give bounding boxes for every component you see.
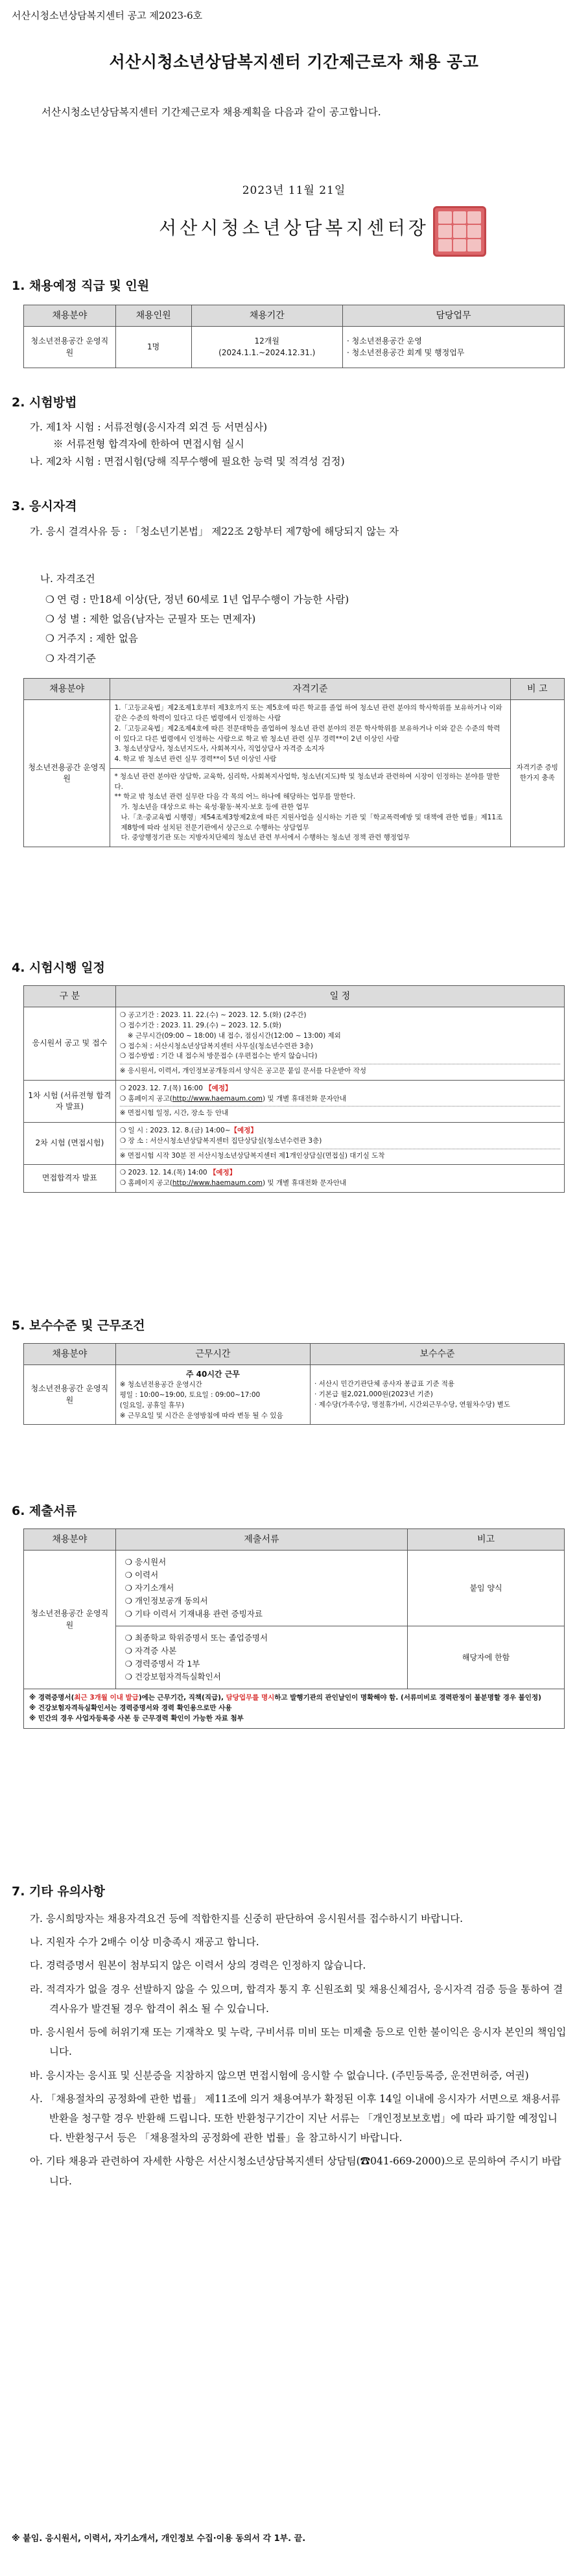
duty-item: · 청소년전용공간 운영 [347, 336, 422, 346]
schedule-line: ※ 응시원서, 이력서, 개인정보공개동의서 양식은 공고문 붙임 문서를 다운받아 작성 [120, 1064, 560, 1077]
criteria-note: 나.「초·중교육법 시행령」제54조제3항제2호에 따른 지원사업을 실시하는 기관 및「학교폭력예방 및 대책에 관한 법률」제11조제8항에 따라 설치된 전문기관에서 상근으로 수행하는 상담업무 [121, 813, 503, 832]
hours-line: ※ 근무요일 및 시간은 운영방침에 따라 변동 될 수 있음 [119, 1411, 283, 1420]
field-cell: 청소년전용공간 운영직원 [24, 1551, 116, 1689]
note-item: 라. 적격자가 없을 경우 선발하지 않을 수 있으며, 합격자 통지 후 신원조회 및 채용신체검사, 응시자격 검증 등을 통하여 결격사유가 발견될 경우 합격이 취소 될 수 있습니다. [30, 1983, 563, 2015]
section-2-title: 2. 시험방법 [12, 395, 77, 410]
pay-line: · 서산시 민간기관단체 종사자 봉급표 기준 적용 [314, 1380, 455, 1388]
pay-cell [311, 1365, 565, 1425]
schedule-line: ❍ 접수처 : 서산시청소년상담복지센터 사무실(청소년수련관 3층) [119, 1042, 313, 1050]
schedule-label: 면접합격자 발표 [24, 1165, 116, 1193]
homepage-link[interactable]: http://www.haemaum.com [172, 1179, 263, 1188]
qualification-a: 가. 응시 결격사유 등 : 「청소년기본법」 제22조 2항부터 제7항에 해당되지 않는 자 [30, 526, 399, 537]
period-detail: (2024.1.1.~2024.12.31.) [218, 347, 316, 357]
documents-group-2 [115, 1626, 407, 1689]
note-item: 사. 「채용절차의 공정화에 관한 법률」 제11조에 의거 채용여부가 확정된 이후 14일 이내에 응시자가 서면으로 채용서류 반환을 청구할 경우 반환해 드립니다. 또한 반환청구기간이 지난 서류는 「개인정보보호법」에 따라 파기할 예정입니다. 반환청구서 등은 「채용절차의 공정화에 관한 법률」을 참고하시기 바랍니다. [30, 2092, 561, 2144]
field-cell: 청소년전용공간 운영직원 [24, 327, 116, 368]
document-item: ❍ 경력증명서 각 1부 [124, 1659, 200, 1669]
note-item: 가. 응시희망자는 채용자격요건 등에 적합한지를 신중히 판단하여 응시원서를 접수하시기 바랍니다. [30, 1913, 464, 1925]
schedule-line: ❍ 접수방법 : 기간 내 접수처 방문접수 (우편접수는 받지 않습니다) [119, 1052, 318, 1060]
qualification-item: ❍ 자격기준 [45, 652, 96, 664]
pay-table [23, 1343, 565, 1425]
planned-tag: 【예정】 [230, 1127, 257, 1135]
hours-line: ※ 청소년전용공간 운영시간 [119, 1381, 202, 1389]
table-header: 채용분야 [24, 305, 116, 327]
schedule-label: 1차 시험 (서류전형 합격자 발표) [24, 1080, 116, 1122]
document-item: ❍ 기타 이력서 기재내용 관련 증빙자료 [124, 1609, 263, 1619]
document-item: ❍ 응시원서 [124, 1557, 167, 1567]
schedule-cell [115, 1080, 564, 1122]
document-item: ❍ 개인정보공개 동의서 [124, 1596, 208, 1606]
schedule-line: ❍ 홈페이지 공고(http://www.haemaum.com) 및 개별 휴대전화 문자안내 [119, 1094, 347, 1103]
signer-name: 서산시청소년상담복지센터장 [159, 217, 429, 239]
page-title: 서산시청소년상담복지센터 기간제근로자 채용 공고 [109, 53, 479, 71]
section-4-title: 4. 시험시행 일정 [12, 961, 105, 975]
field-cell: 청소년전용공간 운영직원 [24, 1365, 116, 1425]
duty-cell [343, 327, 565, 368]
exam-method-list [30, 419, 565, 470]
document-item: ❍ 건강보험자격득실확인서 [124, 1672, 221, 1682]
remark-cell: 붙임 양식 [408, 1551, 565, 1626]
table-header: 제출서류 [115, 1529, 407, 1551]
criteria-table [23, 678, 565, 847]
table-header: 채용분야 [24, 1344, 116, 1365]
section-6-title: 6. 제출서류 [12, 1504, 77, 1518]
table-header: 비 고 [510, 679, 564, 700]
qualification-list [45, 590, 565, 668]
criteria-item: 1.「고등교육법」제2조제1호부터 제3호까지 또는 제5호에 따른 학교를 졸업 하여 청소년 관련 분야의 학사학위를 보유하거나 이와 같은 수준의 학력이 있다고 다른 법령에서 인정하는 사람 [114, 704, 502, 723]
hours-cell [115, 1365, 310, 1425]
criteria-note: * 청소년 관련 분야란 상담학, 교육학, 심리학, 사회복지사업학, 청소년(지도)학 및 청소년과 관련하여 시장이 인정하는 분야를 말한다. [114, 772, 500, 791]
schedule-line: ※ 근무시간(09:00 ~ 18:00) 내 접수, 점심시간(12:00 ~ 13:00) 제외 [127, 1031, 341, 1040]
duty-item: · 청소년전용공간 회계 및 행정업무 [347, 347, 465, 357]
exam-step-2: 나. 제2차 시험 : 면접시험(당해 직무수행에 필요한 능력 및 적격성 검정) [30, 455, 345, 467]
schedule-line: ※ 면접시험 일정, 시간, 장소 등 안내 [120, 1106, 560, 1119]
criteria-note: 다. 중앙행정기관 또는 지방자치단체의 청소년 관련 부서에서 수행하는 청소년 정책 관련 행정업무 [121, 834, 410, 842]
table-header: 근무시간 [115, 1344, 310, 1365]
criteria-item: 3. 청소년상담사, 청소년지도사, 사회복지사, 직업상담사 자격증 소지자 [114, 745, 325, 753]
qualification-b: 나. 자격조건 [40, 573, 95, 585]
planned-tag: 【예정】 [205, 1084, 232, 1092]
criteria-item: 2.「고등교육법」제2조제4호에 따른 전문대학을 졸업하여 청소년 관련 분야의 전문 학사학위를 보유하거나 이와 같은 수준의 학력이 있다고 다른 법령에서 인정하는 사람으로 학교 밖 청소년 관련 실무 경력**이 2년 이상인 사람 [114, 724, 500, 743]
document-item: ❍ 자격증 사본 [124, 1646, 177, 1656]
table-header: 채용인원 [115, 305, 191, 327]
recruitment-table [23, 305, 565, 368]
criteria-cell [110, 700, 510, 769]
note-item: 마. 응시원서 등에 허위기재 또는 기재착오 및 누락, 구비서류 미비 또는 미제출 등으로 인한 불이익은 응시자 본인의 책임입니다. [30, 2026, 567, 2058]
period-cell [191, 327, 343, 368]
table-header: 일 정 [115, 986, 564, 1007]
official-seal-stamp [433, 206, 486, 257]
document-note: ※ 민간의 경우 사업자등록증 사본 등 근무경력 확인이 가능한 자료 첨부 [29, 1714, 244, 1722]
notice-number: 서산시청소년상담복지센터 공고 제2023-6호 [12, 10, 203, 21]
documents-table [23, 1528, 565, 1729]
criteria-notes-cell [110, 768, 510, 847]
table-header: 보수수준 [311, 1344, 565, 1365]
schedule-line: ❍ 장 소 : 서산시청소년상담복지센터 집단상담실(청소년수련관 3층) [119, 1136, 322, 1145]
schedule-line: ❍ 일 시 : 2023. 12. 8.(금) 14:00~【예정】 [119, 1127, 257, 1135]
notice-date: 2023년 11월 21일 [242, 184, 346, 197]
table-header: 채용분야 [24, 1529, 116, 1551]
note-item: 다. 경력증명서 원본이 첨부되지 않은 이력서 상의 경력은 인정하지 않습니다. [30, 1960, 366, 1972]
hours-title: 주 40시간 근무 [185, 1370, 240, 1379]
hours-line: (일요일, 공휴일 휴무) [119, 1401, 185, 1409]
document-note: ※ 경력증명서(최근 3개월 이내 발급)에는 근무기간, 직책(직급), 담당업무를 명시하고 발행기관의 관인날인이 명확해야 함. (서류미비로 경력판정이 불분명할 경우 불인정) [29, 1694, 541, 1702]
section-3-title: 3. 응시자격 [12, 499, 77, 513]
criteria-note: ** 학교 밖 청소년 관련 실무란 다음 각 목의 어느 하나에 해당하는 업무를 말한다. [114, 793, 356, 801]
exam-step-1-note: ※ 서류전형 합격자에 한하여 면접시험 실시 [53, 438, 244, 451]
schedule-cell [115, 1007, 564, 1081]
section-7-title: 7. 기타 유의사항 [12, 1884, 105, 1899]
pay-line: · 기본급 월2,021,000원(2023년 기준) [314, 1390, 433, 1398]
field-cell: 청소년전용공간 운영직원 [24, 700, 110, 847]
schedule-line: ❍ 공고기간 : 2023. 11. 22.(수) ~ 2023. 12. 5.(화) (2주간) [119, 1011, 307, 1020]
table-header: 구 분 [24, 986, 116, 1007]
document-item: ❍ 이력서 [124, 1570, 159, 1580]
note-item: 나. 지원자 수가 2배수 이상 미충족시 재공고 합니다. [30, 1936, 259, 1949]
criteria-item: 4. 학교 밖 청소년 관련 실무 경력**이 5년 이상인 사람 [114, 755, 277, 764]
schedule-label: 2차 시험 (면접시험) [24, 1123, 116, 1165]
schedule-cell [115, 1165, 564, 1193]
document-note: ※ 건강보험자격득실확인서는 경력증명서와 경력 확인용으로만 사용 [29, 1704, 232, 1713]
table-header: 채용기간 [191, 305, 343, 327]
qualification-item: ❍ 연 령 : 만18세 이상(단, 정년 60세로 1년 업무수행이 가능한 사람) [45, 594, 349, 605]
pay-line: · 제수당(가족수당, 명절휴가비, 시간외근무수당, 연월차수당) 별도 [314, 1400, 510, 1409]
schedule-label: 응시원서 공고 및 접수 [24, 1007, 116, 1081]
note-item: 바. 응시자는 응시표 및 신분증을 지참하지 않으면 면접시험에 응시할 수 없습니다. (주민등록증, 운전면허증, 여권) [30, 2069, 529, 2081]
schedule-line: ❍ 2023. 12. 14.(목) 14:00 【예정】 [119, 1169, 237, 1177]
criteria-note: 가. 청소년을 대상으로 하는 육성·활동·복지·보호 등에 관한 업무 [121, 803, 309, 812]
schedule-line: ❍ 홈페이지 공고(http://www.haemaum.com) 및 개별 휴대전화 문자안내 [119, 1179, 347, 1188]
homepage-link[interactable]: http://www.haemaum.com [172, 1094, 263, 1103]
section-5-title: 5. 보수수준 및 근무조건 [12, 1318, 145, 1333]
table-header: 비고 [408, 1529, 565, 1551]
notes-list [30, 1909, 569, 2195]
schedule-cell [115, 1123, 564, 1165]
period-label: 12개월 [254, 336, 279, 346]
exam-step-1: 가. 제1차 시험 : 서류전형(응시자격 외견 등 서면심사) [30, 421, 268, 433]
count-cell: 1명 [115, 327, 191, 368]
qualification-item: ❍ 거주지 : 제한 없음 [45, 633, 138, 645]
planned-tag: 【예정】 [209, 1169, 237, 1177]
documents-group-1 [115, 1551, 407, 1626]
remark-cell: 자격기준 증빙 한가지 충족 [510, 700, 564, 847]
schedule-line: ❍ 접수기간 : 2023. 11. 29.(수) ~ 2023. 12. 5.(화) [119, 1022, 282, 1030]
attachment-footnote: ※ 붙임. 응시원서, 이력서, 자기소개서, 개인정보 수집·이용 동의서 각 1부. 끝. [12, 2534, 306, 2544]
qualification-item: ❍ 성 별 : 제한 없음(남자는 군필자 또는 면제자) [45, 613, 256, 626]
section-1-title: 1. 채용예정 직급 및 인원 [12, 279, 150, 293]
table-header: 채용분야 [24, 679, 110, 700]
note-item: 아. 기타 채용과 관련하여 자세한 사항은 서산시청소년상담복지센터 상담팀(☎041-669-2000)으로 문의하여 주시기 바랍니다. [30, 2155, 561, 2187]
schedule-line: ❍ 2023. 12. 7.(목) 16:00 【예정】 [119, 1084, 232, 1092]
document-item: ❍ 최종학교 학위증명서 또는 졸업증명서 [124, 1633, 268, 1643]
documents-notes [24, 1689, 565, 1728]
remark-cell: 해당자에 한함 [408, 1626, 565, 1689]
table-header: 담당업무 [343, 305, 565, 327]
schedule-table [23, 985, 565, 1193]
intro-paragraph: 서산시청소년상담복지센터 기간제근로자 채용계획을 다음과 같이 공고합니다. [41, 106, 381, 118]
schedule-line: ※ 면접시험 시작 30분 전 서산시청소년상담복지센터 제1개인상담실(면접실) 대기실 도착 [120, 1149, 560, 1162]
hours-line: 평일 : 10:00~19:00, 토요일 : 09:00~17:00 [119, 1391, 261, 1399]
table-header: 자격기준 [110, 679, 510, 700]
document-item: ❍ 자기소개서 [124, 1583, 174, 1593]
